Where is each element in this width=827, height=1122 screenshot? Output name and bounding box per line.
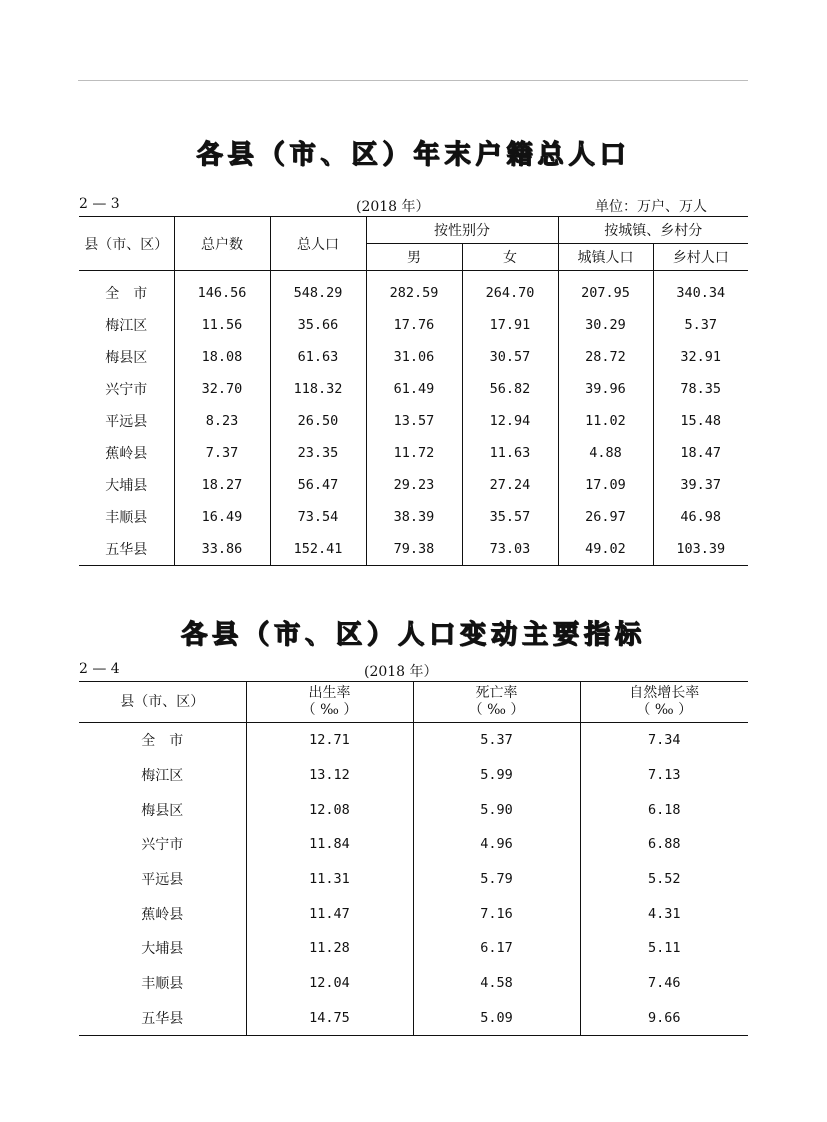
cell-rural: 39.37 [653,469,748,501]
cell-female: 264.70 [462,271,558,310]
header-growth-rate [580,682,748,723]
table-row [79,373,748,405]
cell-growth-rate: 7.13 [580,758,748,793]
header-households: 总户数 [174,217,270,271]
table-row [79,271,748,310]
cell-growth-rate: 7.34 [580,723,748,758]
cell-population: 56.47 [270,469,366,501]
table-row [79,341,748,373]
cell-male: 61.49 [366,373,462,405]
table-row [79,1001,748,1036]
cell-growth-rate: 6.88 [580,827,748,862]
header-region: 县（市、区） [79,217,174,271]
cell-male: 31.06 [366,341,462,373]
household-population-table [79,216,748,566]
header-urban: 城镇人口 [558,244,653,271]
cell-death-rate: 5.90 [413,792,580,827]
cell-male: 13.57 [366,405,462,437]
cell-death-rate: 4.58 [413,966,580,1001]
cell-households: 7.37 [174,437,270,469]
row-name: 梅江区 [105,318,148,334]
cell-growth-rate: 5.11 [580,931,748,966]
row-name: 蕉岭县 [141,906,184,923]
row-name: 梅江区 [141,768,184,785]
row-name: 兴宁市 [105,382,148,398]
cell-rural: 15.48 [653,405,748,437]
cell-birth-rate: 12.08 [246,792,413,827]
header-birth-unit: （ ‰ ） [301,702,358,718]
row-name: 蕉岭县 [105,446,148,462]
table-row [79,405,748,437]
cell-rural: 103.39 [653,533,748,566]
header-rural: 乡村人口 [653,244,748,271]
cell-growth-rate: 4.31 [580,896,748,931]
cell-rural: 78.35 [653,373,748,405]
cell-population: 118.32 [270,373,366,405]
cell-urban: 17.09 [558,469,653,501]
cell-rural: 18.47 [653,437,748,469]
cell-households: 16.49 [174,501,270,533]
header-by-sex: 按性别分 [366,217,558,244]
table-row [79,501,748,533]
cell-rural: 32.91 [653,341,748,373]
cell-male: 17.76 [366,309,462,341]
cell-death-rate: 5.99 [413,758,580,793]
cell-death-rate: 5.79 [413,862,580,897]
table-row [79,827,748,862]
cell-male: 79.38 [366,533,462,566]
cell-population: 61.63 [270,341,366,373]
header-birth-label: 出生率 [308,685,351,701]
table-row [79,723,748,758]
table1-unit: 单位：万户、万人 [595,199,707,215]
header-female: 女 [462,244,558,271]
cell-rural: 46.98 [653,501,748,533]
cell-growth-rate: 7.46 [580,966,748,1001]
cell-death-rate: 5.09 [413,1001,580,1036]
header-growth-unit: （ ‰ ） [636,702,693,718]
row-name: 五华县 [105,542,148,558]
cell-male: 11.72 [366,437,462,469]
cell-growth-rate: 9.66 [580,1001,748,1036]
row-name: 大埔县 [141,941,184,958]
header-death-unit: （ ‰ ） [468,702,525,718]
cell-population: 26.50 [270,405,366,437]
table-row [79,792,748,827]
table1-year: (2018 年） [356,199,430,215]
cell-female: 56.82 [462,373,558,405]
cell-birth-rate: 11.28 [246,931,413,966]
row-name: 梅县区 [105,350,148,366]
cell-households: 33.86 [174,533,270,566]
cell-birth-rate: 14.75 [246,1001,413,1036]
cell-population: 548.29 [270,271,366,310]
cell-population: 23.35 [270,437,366,469]
cell-population: 73.54 [270,501,366,533]
header-by-residence: 按城镇、乡村分 [558,217,748,244]
cell-male: 38.39 [366,501,462,533]
header-death-label: 死亡率 [475,685,518,701]
cell-households: 18.08 [174,341,270,373]
cell-growth-rate: 5.52 [580,862,748,897]
cell-female: 73.03 [462,533,558,566]
cell-death-rate: 4.96 [413,827,580,862]
row-name: 全 市 [105,286,148,302]
cell-male: 29.23 [366,469,462,501]
row-name: 五华县 [141,1010,184,1027]
table-row [79,533,748,566]
cell-urban: 30.29 [558,309,653,341]
table2-title: 各县（市、区）人口变动主要指标 [180,620,646,650]
cell-urban: 28.72 [558,341,653,373]
table-row [79,309,748,341]
cell-urban: 39.96 [558,373,653,405]
cell-households: 11.56 [174,309,270,341]
cell-households: 32.70 [174,373,270,405]
cell-birth-rate: 12.04 [246,966,413,1001]
cell-urban: 207.95 [558,271,653,310]
cell-urban: 4.88 [558,437,653,469]
row-name: 平远县 [105,414,148,430]
cell-rural: 5.37 [653,309,748,341]
header-birth-rate [246,682,413,723]
row-name: 丰顺县 [105,510,148,526]
cell-birth-rate: 13.12 [246,758,413,793]
header-population: 总人口 [270,217,366,271]
cell-population: 35.66 [270,309,366,341]
cell-birth-rate: 12.71 [246,723,413,758]
cell-female: 27.24 [462,469,558,501]
cell-growth-rate: 6.18 [580,792,748,827]
cell-death-rate: 7.16 [413,896,580,931]
table1-number: 2 — 3 [79,196,120,212]
header-region: 县（市、区） [79,682,246,723]
table2-number: 2 — 4 [79,661,120,677]
table-row [79,931,748,966]
cell-female: 30.57 [462,341,558,373]
cell-death-rate: 6.17 [413,931,580,966]
cell-birth-rate: 11.84 [246,827,413,862]
cell-households: 18.27 [174,469,270,501]
cell-death-rate: 5.37 [413,723,580,758]
row-name: 兴宁市 [141,837,184,854]
table-row [79,862,748,897]
row-name: 梅县区 [141,802,184,819]
table-row [79,758,748,793]
row-name: 丰顺县 [141,976,184,993]
row-name: 大埔县 [105,478,148,494]
table2-year: (2018 年） [364,664,438,680]
cell-female: 35.57 [462,501,558,533]
table-row [79,896,748,931]
cell-male: 282.59 [366,271,462,310]
cell-households: 8.23 [174,405,270,437]
table-row [79,966,748,1001]
cell-female: 17.91 [462,309,558,341]
cell-female: 12.94 [462,405,558,437]
cell-urban: 11.02 [558,405,653,437]
cell-birth-rate: 11.31 [246,862,413,897]
table-row [79,437,748,469]
population-change-table [79,681,748,1036]
cell-rural: 340.34 [653,271,748,310]
cell-households: 146.56 [174,271,270,310]
header-male: 男 [366,244,462,271]
cell-population: 152.41 [270,533,366,566]
header-death-rate [413,682,580,723]
table1-title: 各县（市、区）年末户籍总人口 [196,140,631,170]
row-name: 全 市 [141,733,184,750]
table-row [79,469,748,501]
header-growth-label: 自然增长率 [629,685,700,701]
top-rule [78,80,748,81]
cell-urban: 26.97 [558,501,653,533]
cell-urban: 49.02 [558,533,653,566]
cell-female: 11.63 [462,437,558,469]
cell-birth-rate: 11.47 [246,896,413,931]
row-name: 平远县 [141,872,184,889]
